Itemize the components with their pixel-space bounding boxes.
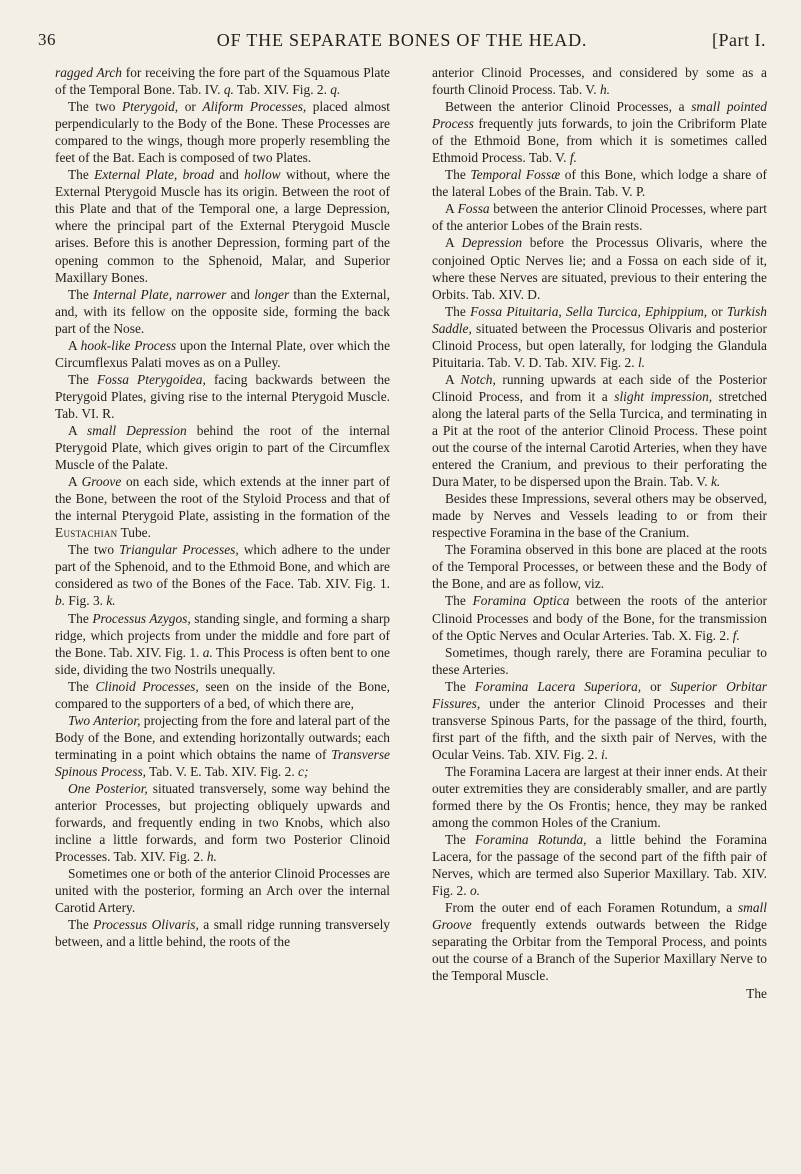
- italic-term: ragged Arch: [55, 65, 122, 80]
- small-caps-term: Eustachian: [55, 525, 118, 541]
- text-run: seen on the inside of the Bone, compared to the supporters of a bed, of which there are,: [55, 678, 390, 711]
- catchword: The: [746, 985, 767, 1001]
- italic-term: Fossa Pituitaria, Sella Turcica, Ephippium,: [470, 303, 708, 319]
- italic-term: h.: [206, 849, 217, 865]
- text-run: under the anterior Clinoid Processes and their transverse Spinous Parts, for the passage of the third, fourth, first part of the fifth, and the sixth pair of Nerves, with the Ocular Veins. Tab. XIV. Fig. 2.: [432, 695, 767, 762]
- text-run: The Foramina Lacera are largest at their inner ends. At their outer extremities they are considerably smaller, and are partly formed there by the Os Frontis; hence, they may be ranked among the common Holes of the Cranium.: [432, 763, 767, 831]
- text-run: a little behind the Foramina Lacera, for the passage of the second part of the fifth pair of Nerves, which are termed also Superior Maxillary. Tab. XIV. Fig. 2.: [432, 832, 767, 899]
- text-run: The two: [68, 542, 120, 558]
- italic-term: longer: [254, 286, 290, 302]
- text-run: A: [445, 371, 461, 387]
- part-label: [Part I.: [712, 30, 766, 50]
- text-run: a small ridge running transversely between, and a little behind, the roots of the: [55, 917, 390, 950]
- italic-term: Clinoid Processes,: [95, 678, 199, 694]
- italic-term: Fossa: [457, 201, 490, 217]
- text-run: facing backwards between the Pterygoid Plates, giving rise to the internal Pterygoid Muscle. Tab. VI. R.: [55, 371, 390, 421]
- text-run: Tab. V. E. Tab. XIV. Fig. 2.: [146, 763, 299, 779]
- text-run: which adhere to the under part of the Sphenoid, and to the Ethmoid Bone, and which are considered as two of the Bones of the Face. Tab. XIV. Fig. 1.: [55, 542, 391, 592]
- paragraph: [55, 286, 390, 337]
- text-run: Tube.: [117, 525, 151, 541]
- paragraph: [432, 371, 767, 490]
- paragraph: [55, 337, 390, 371]
- text-run: than the External, and, with its fellow on the opposite side, forming the back part of the Nose.: [55, 286, 390, 336]
- text-run: This Process is often bent to one side, dividing the two Nostrils unequally.: [55, 644, 390, 677]
- text-run: The: [68, 917, 94, 933]
- italic-term: Superior Orbitar Fissures,: [432, 678, 767, 711]
- italic-term: Transverse Spinous Process,: [55, 746, 390, 779]
- text-run: The: [445, 832, 475, 848]
- italic-term: small Groove: [432, 900, 767, 933]
- paragraph: [55, 712, 390, 780]
- text-run: stretched along the lateral parts of the Sella Turcica, and terminating in a Pit at the root of the anterior Clinoid Process. These point out the course of the internal Carotid Arteries, when they have entered the Cranium, and previous to their perforating the Dura Mater, to be dispersed upon the Brain. Tab. V.: [432, 388, 767, 490]
- text-run: The: [68, 678, 96, 694]
- text-run: A: [68, 337, 81, 353]
- paragraph: [55, 678, 390, 712]
- italic-term: q.: [330, 82, 341, 98]
- italic-term: a.: [202, 644, 213, 660]
- page-header: [38, 30, 766, 56]
- italic-term: small Depression: [87, 422, 187, 438]
- italic-term: slight impression,: [614, 388, 713, 404]
- text-run: situated between the Processus Olivaris and posterior Clinoid Process, but open laterally, for lodging the Glandula Pituitaria. Tab. V. D. Tab. XIV. Fig. 2.: [432, 320, 767, 370]
- paragraph: [432, 166, 767, 200]
- text-run: The: [445, 167, 471, 183]
- italic-term: Turkish Saddle,: [432, 303, 767, 336]
- italic-term: Notch,: [460, 371, 496, 387]
- italic-term: Internal Plate, narrower: [93, 286, 227, 302]
- text-run: A: [68, 474, 82, 490]
- italic-term: Pterygoid,: [122, 99, 179, 115]
- italic-term: External Plate, broad: [94, 167, 215, 183]
- text-run: running upwards at each side of the Posterior Clinoid Process, and from it a: [432, 371, 767, 404]
- italic-term: o.: [469, 883, 480, 899]
- italic-term: hook-like Process: [80, 337, 177, 353]
- text-run: or: [178, 99, 203, 115]
- italic-term: k.: [710, 474, 721, 490]
- paragraph: [432, 490, 767, 541]
- text-run: behind the root of the internal Pterygoid Plate, which gives origin to part of the Circumflex Muscle of the Palate.: [55, 422, 391, 473]
- text-run: between the roots of the anterior Clinoid Processes and body of the Bone, for the transmission of the Optic Nerves and Ocular Arteries. Tab. X. Fig. 2.: [432, 593, 767, 643]
- paragraph: [55, 780, 390, 865]
- italic-term: f.: [732, 627, 740, 643]
- paragraph: [55, 166, 390, 285]
- text-run: or: [641, 678, 671, 694]
- italic-term: Foramina Optica: [472, 593, 570, 609]
- text-run: without, where the External Pterygoid Muscle has its origin. Between the root of this Plate and that of the Temporal one, a large Depression, where the principal part of the External Pterygoid Muscle arises. Before this is another Depression, forming part of the opening common to the Sphenoid, Malar, and Superior Maxillary Bones.: [55, 167, 390, 285]
- paragraph: [55, 610, 390, 678]
- text-run: for receiving the fore part of the Squamous Plate of the Temporal Bone. Tab. IV.: [55, 65, 390, 98]
- paragraph: [432, 234, 767, 302]
- text-run: The: [445, 678, 475, 694]
- paragraph: [55, 865, 390, 916]
- text-run: Tab. XIV. Fig. 2.: [233, 82, 331, 98]
- italic-term: Depression: [461, 235, 523, 251]
- page-number: 36: [38, 30, 56, 49]
- text-run: A: [68, 422, 88, 438]
- italic-term: h.: [599, 82, 610, 98]
- italic-term: f.: [569, 150, 577, 166]
- paragraph: [432, 831, 767, 899]
- text-run: The Foramina observed in this bone are placed at the roots of the Temporal Processes, or between these and the Body of the Bone, and are as follow, viz.: [432, 542, 767, 592]
- italic-term: q.: [223, 82, 234, 98]
- text-run: standing single, and forming a sharp ridge, which projects from under the middle and fore part of the Bone. Tab. XIV. Fig. 1.: [55, 610, 390, 660]
- paragraph: [432, 303, 767, 371]
- text-run: frequently juts forwards, to join the Cribriform Plate of the Ethmoid Bone, from which it is sometimes called Ethmoid Process. Tab. V.: [432, 116, 767, 166]
- paragraph: [55, 98, 390, 166]
- paragraph: [432, 678, 767, 763]
- paragraph: [432, 763, 767, 831]
- right-column: [432, 64, 767, 1002]
- paragraph: [432, 644, 767, 678]
- text-run: before the Processus Olivaris, where the conjoined Optic Nerves lie; and a Fossa on each side of it, where these Nerves are situated, previous to their entering the Orbits. Tab. XIV. D.: [432, 235, 767, 302]
- italic-term: Groove: [81, 474, 122, 490]
- text-run: The: [68, 371, 97, 387]
- text-run: From the outer end of each Foramen Rotundum, a: [445, 900, 738, 916]
- text-run: Fig. 3.: [65, 593, 107, 609]
- text-run: The: [445, 593, 473, 609]
- italic-term: c;: [298, 763, 309, 779]
- italic-term: Fossa Pterygoidea,: [96, 371, 206, 387]
- running-title: OF THE SEPARATE BONES OF THE HEAD.: [216, 30, 588, 50]
- italic-term: Processus Olivaris,: [93, 917, 199, 933]
- paragraph: [55, 473, 390, 541]
- paragraph: [432, 98, 767, 166]
- italic-term: k.: [106, 593, 116, 609]
- text-run: projecting from the fore and lateral part of the Body of the Bone, and extending horizontally outwards; each terminating in a point which obtains the name of: [55, 712, 390, 762]
- paragraph: [432, 64, 767, 98]
- paragraph: [432, 899, 767, 984]
- paragraph: [432, 200, 767, 234]
- italic-term: hollow: [244, 167, 281, 183]
- text-run: The two: [68, 99, 122, 115]
- italic-term: l.: [637, 354, 646, 370]
- text-run: The: [68, 610, 93, 626]
- text-run: anterior Clinoid Processes, and considered by some as a fourth Clinoid Process. Tab. V.: [432, 65, 767, 98]
- text-run: between the anterior Clinoid Processes, where part of the anterior Lobes of the Brain rests.: [432, 201, 767, 234]
- italic-term: Temporal Fossæ: [470, 167, 561, 183]
- text-run: situated transversely, some way behind the anterior Processes, but projecting obliquely upwards and forwards, and frequently ending in two Knobs, which also incline a little forwards, and form two Posterior Clinoid Processes. Tab. XIV. Fig. 2.: [55, 780, 390, 865]
- text-run: The: [68, 286, 94, 302]
- italic-term: Processus Azygos,: [92, 610, 191, 626]
- italic-term: One Posterior,: [68, 780, 148, 796]
- paragraph: [55, 541, 390, 609]
- italic-term: Two Anterior,: [68, 712, 141, 728]
- italic-term: small pointed Process: [432, 99, 768, 132]
- italic-term: b.: [55, 593, 66, 609]
- text-run: or: [707, 303, 727, 319]
- paragraph: [55, 371, 390, 422]
- paragraph: [432, 592, 767, 643]
- italic-term: Triangular Processes,: [119, 542, 239, 558]
- text-run: The: [445, 303, 471, 319]
- paragraph: [55, 64, 390, 98]
- paragraph: [55, 422, 390, 473]
- text-run: A: [445, 235, 462, 251]
- text-run: on each side, which extends at the inner part of the Bone, between the root of the Styloid Process and that of the internal Pterygoid Plate, assisting in the formation of the: [55, 474, 390, 524]
- paragraph: [55, 916, 390, 950]
- text-run: A: [445, 201, 458, 217]
- text-run: Between the anterior Clinoid Processes, a: [445, 99, 692, 115]
- text-run: of this Bone, which lodge a share of the lateral Lobes of the Brain. Tab. V. P.: [432, 167, 767, 200]
- text-run: The: [68, 167, 95, 183]
- text-run: and: [214, 167, 245, 183]
- italic-term: Foramina Rotunda,: [475, 832, 587, 848]
- text-run: Sometimes, though rarely, there are Foramina peculiar to these Arteries.: [432, 644, 767, 677]
- text-run: Besides these Impressions, several others may be observed, made by Nerves and Vessels leading to or from their respective Foramina in the base of the Cranium.: [432, 491, 767, 541]
- paragraph: [432, 541, 767, 592]
- italic-term: Foramina Lacera Superiora,: [474, 678, 642, 694]
- text-run: frequently extends outwards between the Ridge separating the Orbitar from the Temporal Process, and points out the course of a Branch of the Superior Maxillary Nerve to the Temporal Muscle.: [432, 917, 767, 984]
- text-run: and: [226, 286, 255, 302]
- text-run: placed almost perpendicularly to the Body of the Bone. These Processes are compared to the wings, though more properly resembling the feet of the Bat. Each is composed of two Plates.: [55, 99, 390, 166]
- text-run: upon the Internal Plate, over which the Circumflexus Palati moves as on a Pulley.: [55, 337, 391, 370]
- italic-term: Aliform Processes,: [202, 99, 307, 115]
- italic-term: i.: [601, 746, 609, 762]
- text-run: Sometimes one or both of the anterior Clinoid Processes are united with the posterior, forming an Arch over the internal Carotid Artery.: [55, 866, 390, 916]
- left-column: [55, 64, 390, 950]
